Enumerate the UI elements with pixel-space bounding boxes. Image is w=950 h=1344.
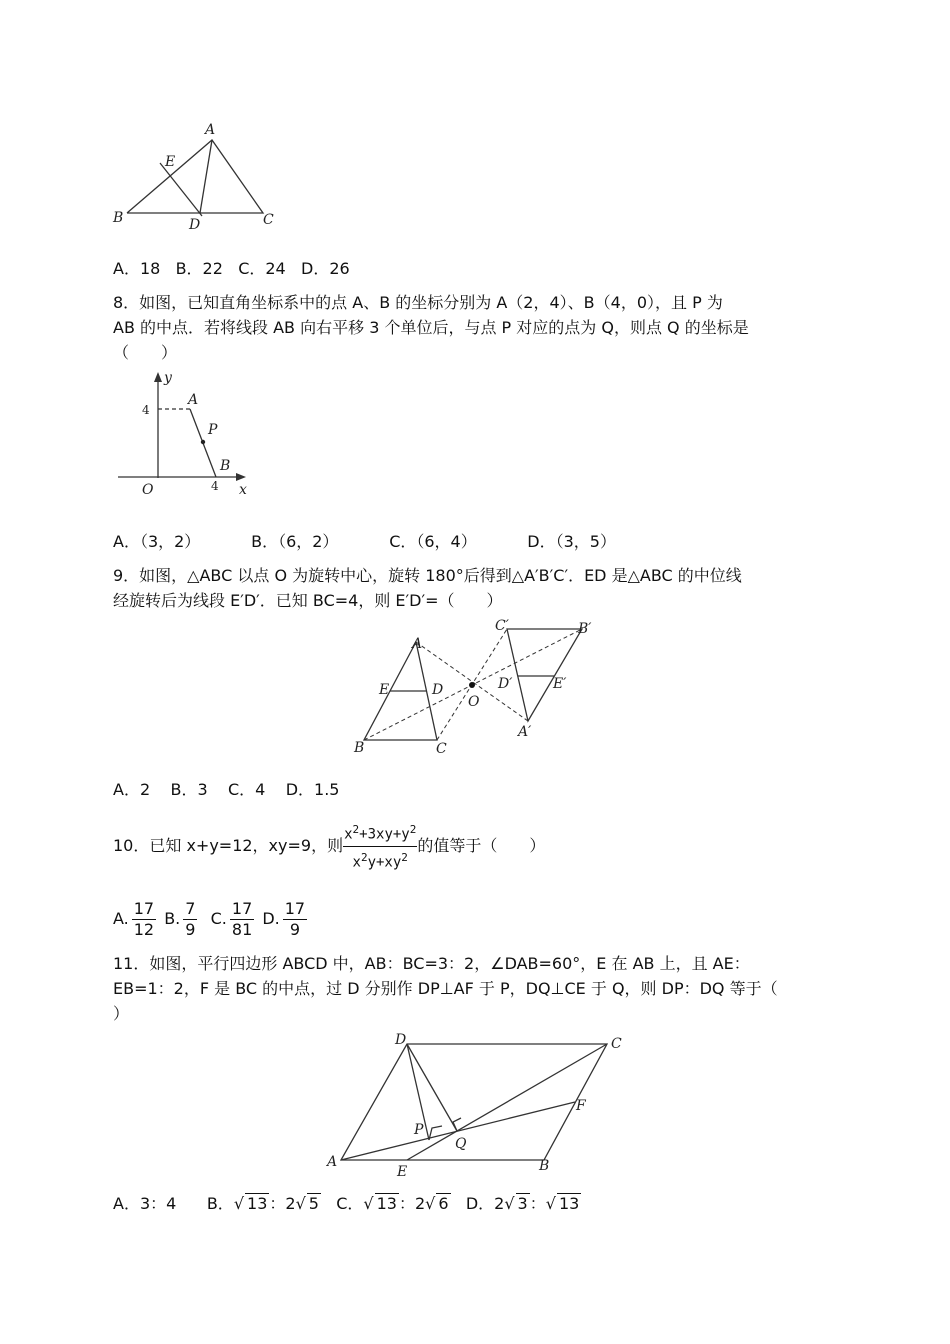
q9-label-c: C [436, 741, 447, 757]
q8-option-d[interactable]: D．（3，5） [527, 532, 616, 551]
q11-label-q: Q [455, 1136, 467, 1152]
q11-option-a[interactable]: A．3：4 [113, 1194, 177, 1213]
q11-option-d[interactable]: D．2√ 3 ：√ 13 [465, 1194, 580, 1213]
q8-text-3: （ ） [113, 343, 178, 362]
q7-option-d[interactable]: D．26 [301, 259, 350, 278]
q7-triangle-figure [105, 118, 285, 238]
q9-option-b[interactable]: B．3 [170, 780, 208, 799]
q9-label-e-prime: E′ [553, 676, 567, 692]
q9-label-e: E [379, 682, 390, 698]
q7-option-c[interactable]: C．24 [238, 259, 286, 278]
q11-text-2: EB=1：2，F 是 BC 的中点，过 D 分别作 DP⊥AF 于 P，DQ⊥CE 于 Q，则 DP：DQ 等于（ [113, 979, 778, 998]
q7-label-c: C [263, 212, 274, 228]
q8-options [113, 532, 616, 552]
q10-option-c[interactable]: C. $\frac{17}{81}$ [210, 898, 253, 939]
q8-label-x: x [239, 482, 247, 498]
q11-label-d: D [395, 1032, 407, 1048]
q10-text-post: 的值等于（ ） [417, 836, 546, 855]
q8-label-y: y [164, 370, 172, 386]
q9-label-o: O [468, 694, 480, 710]
q8-option-a[interactable]: A．（3，2） [113, 532, 201, 551]
q9-label-a: A [412, 636, 423, 652]
q8-label-4-y: 4 [142, 403, 150, 417]
q11-label-p: P [414, 1122, 424, 1138]
q9-label-a-prime: A′ [518, 724, 532, 740]
q10-options [113, 896, 310, 942]
q8-label-o: O [142, 482, 154, 498]
q11-option-b[interactable]: B．√ 13 ：2√ 5 [206, 1194, 319, 1213]
q9-label-b: B [354, 740, 365, 756]
q8-text-1: 8．如图，已知直角坐标系中的点 A、B 的坐标分别为 A（2，4）、B（4，0），且 P 为 [113, 293, 723, 312]
q9-text-1: 9．如图，△ABC 以点 O 为旋转中心，旋转 180°后得到△A′B′C′．ED 是△ABC 的中位线 [113, 566, 742, 585]
q7-label-a: A [205, 122, 216, 138]
q11-option-c[interactable]: C．√ 13 ：2√ 6 [336, 1194, 449, 1213]
q11-label-c: C [611, 1036, 622, 1052]
q7-option-b[interactable]: B．22 [175, 259, 223, 278]
q11-label-a: A [327, 1154, 338, 1170]
q7-label-b: B [113, 210, 124, 226]
q10-question [113, 818, 545, 874]
q8-option-b[interactable]: B．（6，2） [251, 532, 339, 551]
q11-text-3: ） [113, 1004, 130, 1023]
q10-option-d[interactable]: D. $\frac{17}{9}$ [262, 898, 306, 939]
q8-label-b: B [220, 458, 231, 474]
q9-option-a[interactable]: A．2 [113, 780, 151, 799]
q7-option-a[interactable]: A．18 [113, 259, 161, 278]
q9-label-d: D [432, 682, 444, 698]
q10-option-b[interactable]: B. $\frac{7}{9}$ [164, 898, 196, 939]
q11-parallelogram-figure [325, 1030, 635, 1180]
q7-options [113, 259, 350, 279]
q8-option-c[interactable]: C．（6，4） [389, 532, 477, 551]
q10-expression-fraction [343, 819, 417, 873]
q10-fraction-numerator: $x^2+3xy+y^2$ [343, 819, 417, 847]
q8-label-4-x: 4 [211, 479, 219, 493]
q9-option-c[interactable]: C．4 [228, 780, 266, 799]
q8-label-a: A [188, 392, 199, 408]
q8-coordinate-figure [110, 368, 260, 503]
q8-label-p: P [208, 422, 218, 438]
q10-fraction-denominator: $x^2y+xy^2$ [352, 850, 408, 871]
q9-label-d-prime: D′ [498, 676, 513, 692]
q7-label-e: E [165, 154, 176, 170]
q9-label-b-prime: B′ [578, 621, 592, 637]
q9-option-d[interactable]: D．1.5 [285, 780, 340, 799]
q11-label-f: F [576, 1098, 586, 1114]
q9-rotation-figure [352, 618, 602, 758]
q8-text-2: AB 的中点．若将线段 AB 向右平移 3 个单位后，与点 P 对应的点为 Q，则点 Q 的坐标是 [113, 318, 749, 337]
q9-label-c-prime: C′ [495, 618, 509, 634]
q11-options [113, 1194, 581, 1214]
q9-text-2: 经旋转后为线段 E′D′．已知 BC=4，则 E′D′=（ ） [113, 591, 503, 610]
q11-text-1: 11．如图，平行四边形 ABCD 中，AB：BC=3：2，∠DAB=60°，E 在 AB 上，且 AE： [113, 954, 750, 973]
q7-label-d: D [189, 217, 201, 233]
q10-text-pre: 10．已知 x+y=12，xy=9，则 [113, 836, 344, 855]
q11-label-e: E [397, 1164, 408, 1180]
q11-label-b: B [539, 1158, 550, 1174]
q10-option-a[interactable]: A. $\frac{17}{12}$ [113, 898, 155, 939]
q9-options [113, 780, 339, 800]
